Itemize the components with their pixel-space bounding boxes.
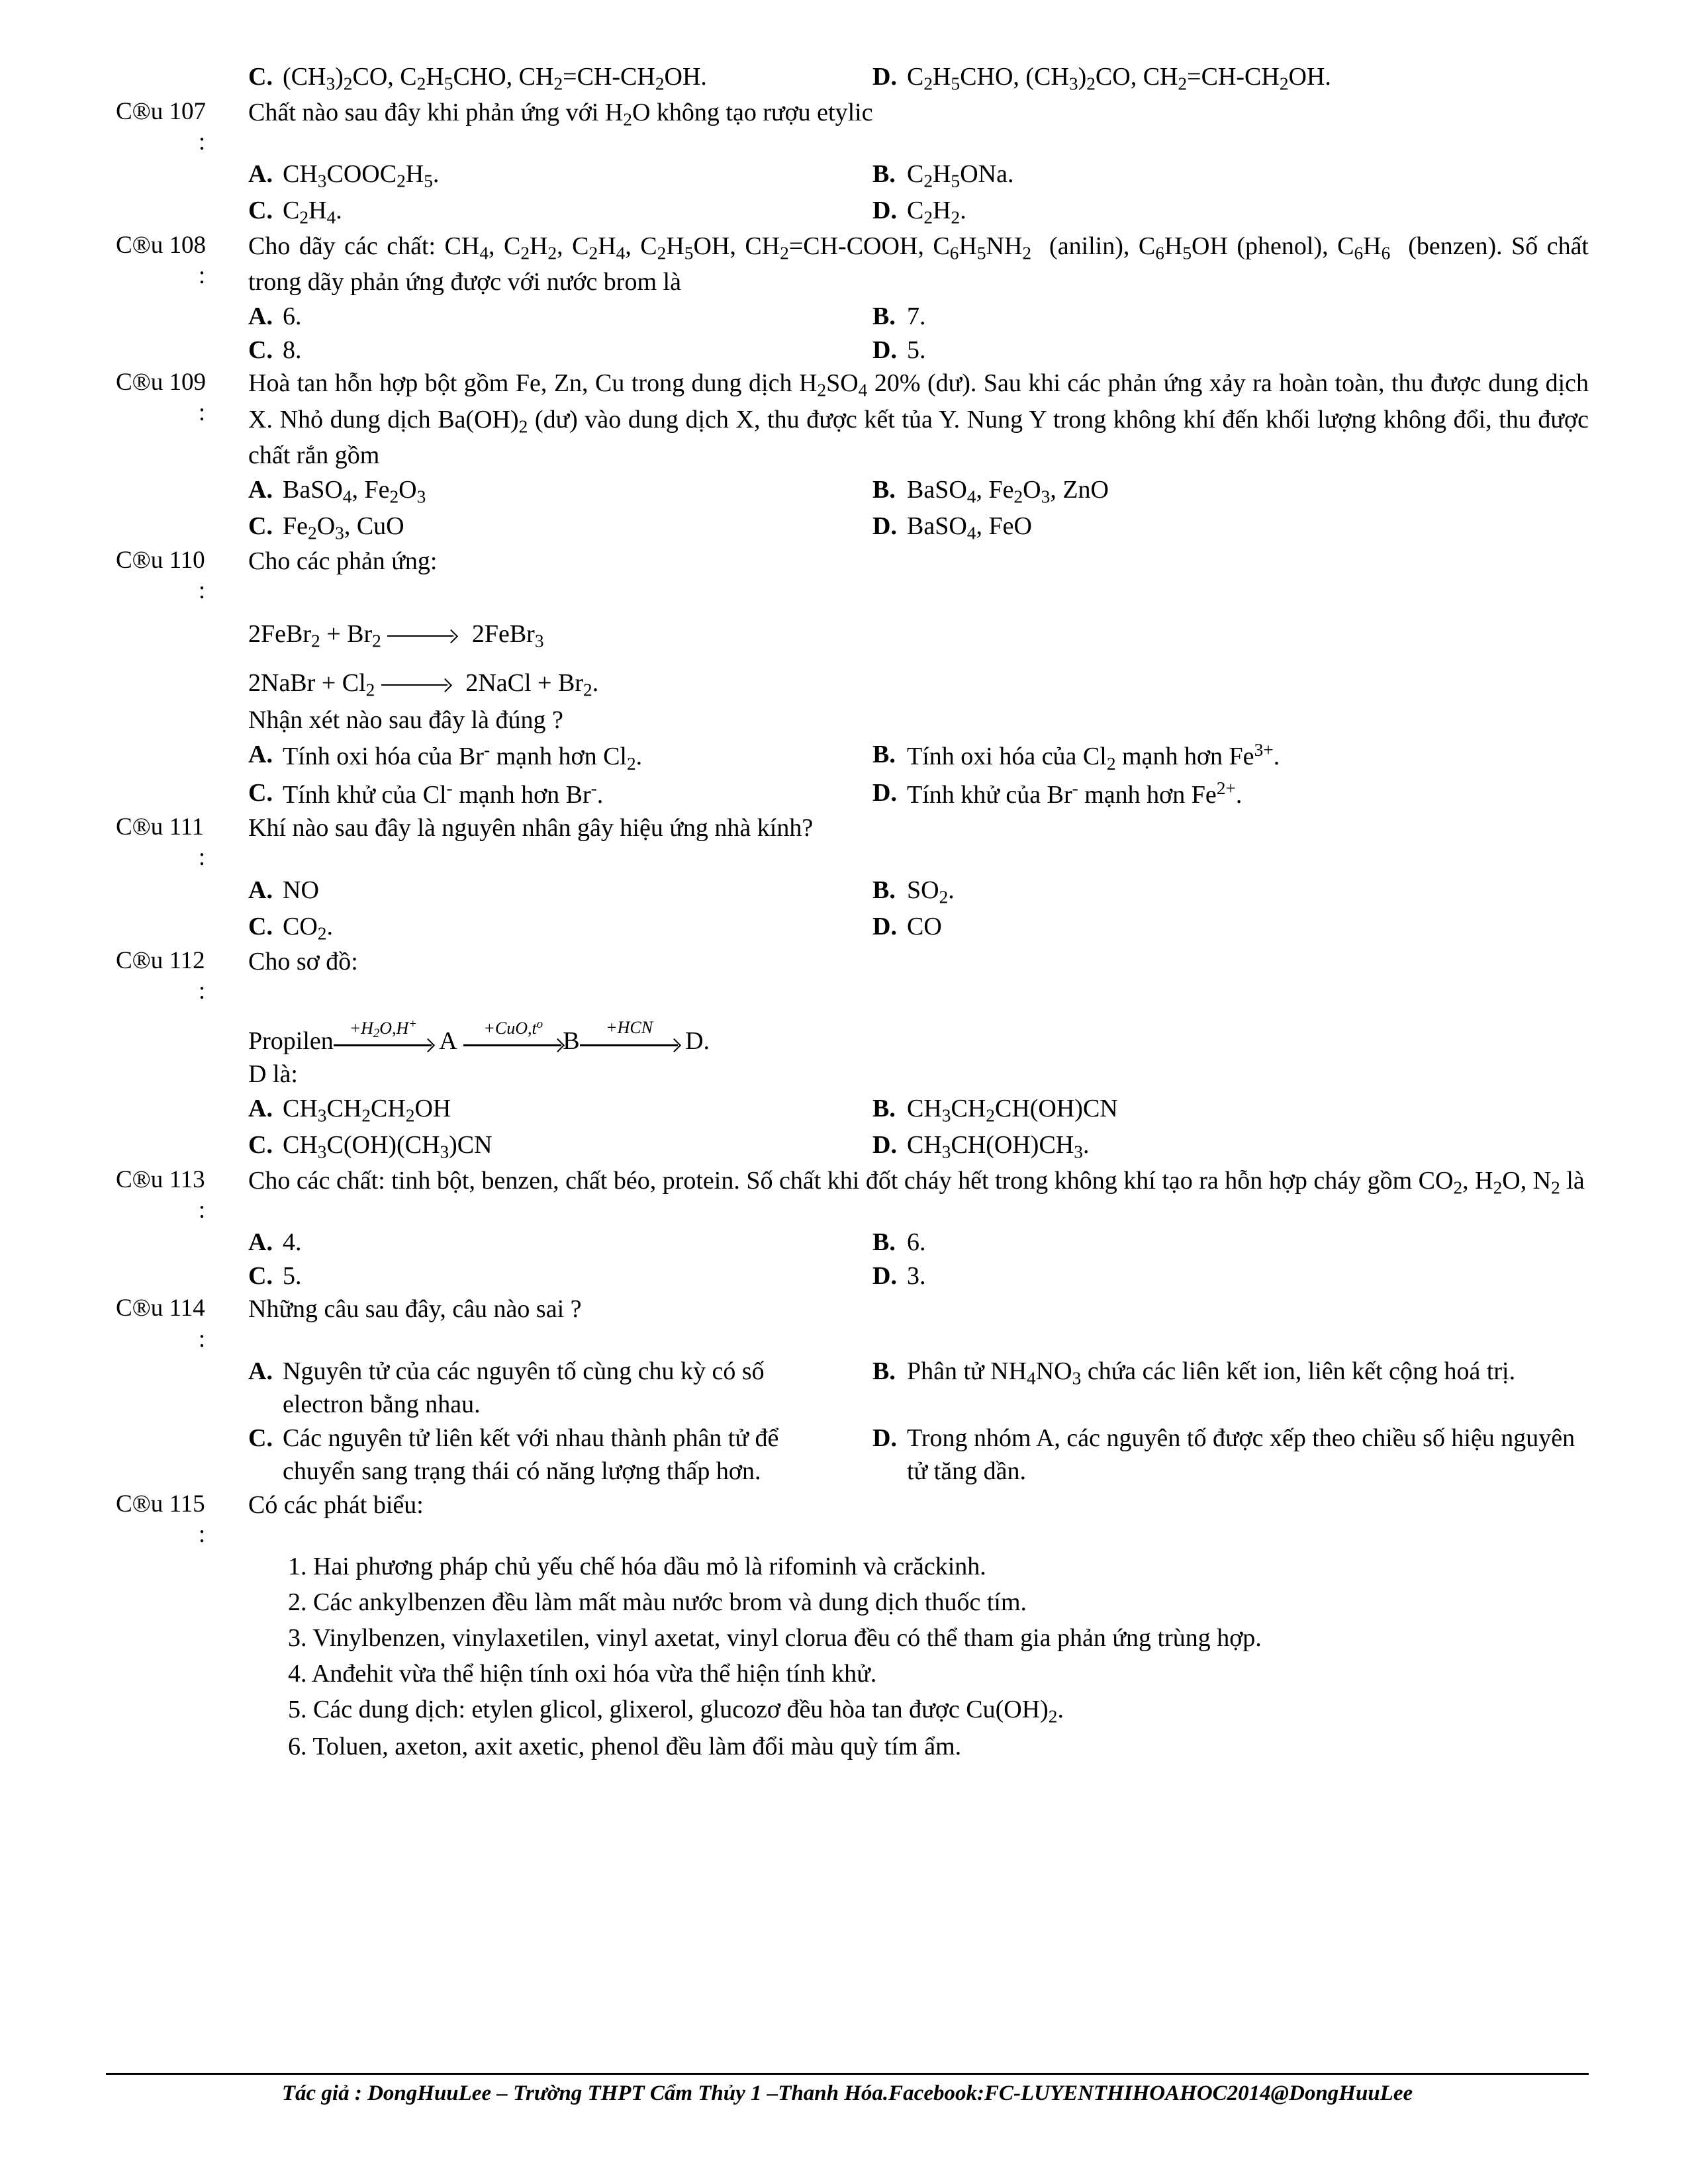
option-c[interactable] bbox=[106, 60, 847, 96]
option-letter: D. bbox=[872, 779, 897, 807]
option-c[interactable] bbox=[106, 334, 847, 367]
option-text: Nguyên tử của các nguyên tố cùng chu kỳ có số electron bằng nhau. bbox=[283, 1357, 765, 1419]
option-d[interactable] bbox=[847, 1259, 1589, 1293]
option-a[interactable] bbox=[106, 158, 847, 193]
option-text: 4. bbox=[283, 1228, 302, 1257]
option-text: $CH_3CH(OH)CH_3$. bbox=[907, 1130, 1090, 1162]
option-b[interactable] bbox=[847, 1355, 1589, 1421]
question-label: C®u 111 : bbox=[116, 813, 206, 872]
option-c[interactable] bbox=[106, 1128, 847, 1164]
options-112 bbox=[106, 1092, 1589, 1128]
question-stem: Những câu sau đây, câu nào sai ? bbox=[248, 1295, 582, 1324]
option-text: $CH_3CH_2CH_2OH$ bbox=[283, 1095, 451, 1126]
option-d[interactable] bbox=[847, 510, 1589, 545]
option-text: 3. bbox=[907, 1262, 926, 1291]
statement-3: 3. Vinylbenzen, vinylaxetilen, vinyl axetat, vinyl clorua đều có thể tham gia phản ứng trùng hợp. bbox=[288, 1623, 1262, 1652]
option-text: 6. bbox=[283, 302, 302, 330]
option-letter: D. bbox=[872, 1424, 897, 1453]
option-text: $C_2H_5ONa$. bbox=[907, 160, 1014, 191]
option-d[interactable] bbox=[847, 334, 1589, 367]
option-text: 6. bbox=[907, 1228, 926, 1257]
option-letter: D. bbox=[872, 336, 897, 365]
question-stem: Cho sơ đồ: bbox=[248, 948, 358, 976]
option-letter: C. bbox=[248, 1424, 273, 1453]
question-stem: Hoà tan hỗn hợp bột gồm Fe, Zn, Cu trong dung dịch $H_2SO_4$ 20% (dư). Sau khi các phản ứng xảy ra hoàn toàn, thu được dung dịch X. Nhỏ dung dịch $Ba(OH)_2$ (dư) vào dung dịch X, thu được kết tủa Y. Nung Y trong không khí đến khối lượng không đổi, thu được chất rắn gồm bbox=[248, 369, 1589, 469]
option-b[interactable] bbox=[847, 1226, 1589, 1259]
question-label: C®u 115 : bbox=[116, 1490, 206, 1548]
options-107b bbox=[106, 194, 1589, 230]
option-text: 7. bbox=[907, 302, 926, 330]
options-111b bbox=[106, 910, 1589, 946]
option-b[interactable] bbox=[847, 738, 1589, 776]
option-a[interactable] bbox=[106, 300, 847, 333]
option-c[interactable] bbox=[106, 510, 847, 545]
question-115 bbox=[106, 1488, 1589, 1549]
option-d[interactable] bbox=[847, 776, 1589, 811]
scheme-node-1: A bbox=[432, 1026, 464, 1055]
scheme-arrow-2-icon: $+CuO,t^o$ bbox=[463, 1030, 563, 1056]
option-letter: C. bbox=[248, 1130, 273, 1159]
reaction-arrow-icon bbox=[381, 680, 459, 690]
option-a[interactable] bbox=[106, 473, 847, 509]
options-113 bbox=[106, 1226, 1589, 1259]
option-c[interactable] bbox=[106, 1259, 847, 1293]
options-row bbox=[106, 60, 1589, 96]
option-letter: B. bbox=[872, 741, 896, 769]
option-c[interactable] bbox=[106, 910, 847, 946]
options-110b bbox=[106, 776, 1589, 811]
option-letter: C. bbox=[248, 197, 273, 225]
option-text: 8. bbox=[283, 336, 302, 365]
scheme-start: Propilen bbox=[248, 1026, 334, 1055]
statement-6: 6. Toluen, axeton, axit axetic, phenol đều làm đổi màu quỳ tím ẩm. bbox=[288, 1733, 962, 1761]
option-letter: B. bbox=[872, 302, 896, 330]
option-text: $C_2H_2$. bbox=[907, 197, 966, 228]
reaction-right: 2FeBr$_3$ bbox=[471, 619, 544, 651]
option-a[interactable] bbox=[106, 1355, 847, 1421]
option-letter: C. bbox=[248, 1262, 273, 1291]
option-text: 5. bbox=[907, 336, 926, 365]
option-letter: C. bbox=[248, 63, 273, 91]
page-footer bbox=[106, 2073, 1589, 2106]
option-text: Trong nhóm A, các nguyên tố được xếp theo chiều số hiệu nguyên tử tăng dần. bbox=[907, 1424, 1575, 1486]
option-letter: D. bbox=[872, 912, 897, 940]
option-letter: D. bbox=[872, 63, 897, 91]
option-text: BaSO$_4$, $Fe_2O_3$, ZnO bbox=[907, 475, 1109, 507]
question-stem: Khí nào sau đây là nguyên nhân gây hiệu ứng nhà kính? bbox=[248, 814, 814, 842]
option-letter: B. bbox=[872, 1228, 896, 1257]
question-label: C®u 114 : bbox=[116, 1295, 206, 1353]
options-114b bbox=[106, 1422, 1589, 1488]
option-text: $CH_3CH_2CH(OH)CN$ bbox=[907, 1095, 1118, 1126]
option-letter: A. bbox=[248, 475, 273, 504]
option-text: Tính khử của Cl- mạnh hơn Br-. bbox=[283, 778, 604, 809]
question-label: C®u 113 : bbox=[116, 1165, 206, 1224]
question-114 bbox=[106, 1293, 1589, 1353]
option-text: Các nguyên tử liên kết với nhau thành phân tử để chuyển sang trạng thái có năng lượng thấp hơn. bbox=[283, 1424, 779, 1486]
option-text: 5. bbox=[283, 1262, 302, 1291]
option-a[interactable] bbox=[106, 1226, 847, 1259]
option-text: BaSO$_4$, FeO bbox=[907, 512, 1032, 543]
question-107 bbox=[106, 96, 1589, 157]
option-letter: A. bbox=[248, 741, 273, 769]
options-108b bbox=[106, 334, 1589, 367]
option-text: NO bbox=[283, 876, 319, 904]
question-label: C®u 112 : bbox=[116, 947, 206, 1005]
option-letter: D. bbox=[872, 1130, 897, 1159]
question-113 bbox=[106, 1164, 1589, 1225]
question-label: C®u 110 : bbox=[116, 547, 206, 605]
footer-text: Tác giả : DongHuuLee – Trường THPT Cẩm Thủy 1 –Thanh Hóa.Facebook:FC-LUYENTHIHOAHOC2014@DongHuuLee bbox=[281, 2081, 1413, 2105]
options-113b bbox=[106, 1259, 1589, 1293]
question-stem: Chất nào sau đây khi phản ứng với $H_2O$ không tạo rượu etylic bbox=[248, 98, 873, 130]
option-text: Tính khử của Br- mạnh hơn $Fe^{2+}$. bbox=[907, 778, 1243, 809]
question-stem-2: D là: bbox=[248, 1060, 298, 1089]
option-letter: A. bbox=[248, 1228, 273, 1257]
option-a[interactable] bbox=[106, 1092, 847, 1128]
question-label: C®u 107 : bbox=[116, 97, 207, 156]
reaction-right: 2NaCl + $Br_2$. bbox=[465, 668, 599, 700]
option-letter: C. bbox=[248, 512, 273, 540]
option-text: $Fe_2O_3$, CuO bbox=[283, 512, 404, 543]
question-stem: Có các phát biểu: bbox=[248, 1490, 424, 1519]
option-letter: C. bbox=[248, 336, 273, 365]
options-109 bbox=[106, 473, 1589, 509]
options-109b bbox=[106, 510, 1589, 545]
option-text: Tính oxi hóa của $Cl_2$ mạnh hơn $Fe^{3+}$. bbox=[907, 740, 1280, 774]
option-a[interactable] bbox=[106, 874, 847, 909]
option-letter: A. bbox=[248, 1095, 273, 1123]
question-label: C®u 109 : bbox=[116, 369, 207, 427]
option-b[interactable] bbox=[847, 1092, 1589, 1128]
options-114 bbox=[106, 1355, 1589, 1421]
option-b[interactable] bbox=[847, 300, 1589, 333]
option-letter: B. bbox=[872, 160, 896, 189]
reaction-left: 2FeBr$_2$ + $Br_2$ bbox=[248, 619, 381, 651]
option-text: $CO_2$. bbox=[283, 912, 333, 944]
statement-5: 5. Các dung dịch: etylen glicol, glixerol, glucozơ đều hòa tan được $Cu(OH)_2$. bbox=[288, 1695, 1064, 1727]
option-d[interactable] bbox=[847, 1422, 1589, 1488]
option-text: CO bbox=[907, 912, 942, 940]
reaction-left: 2NaBr + $Cl_2$ bbox=[248, 668, 375, 700]
options-107 bbox=[106, 158, 1589, 193]
option-text: $C_2H_5CHO$, $(CH_3)_2CO$, $CH_2=CH-CH_2OH$. bbox=[907, 63, 1331, 94]
option-d[interactable] bbox=[847, 194, 1589, 230]
options-108 bbox=[106, 300, 1589, 333]
question-label: C®u 108 : bbox=[116, 231, 207, 289]
option-a[interactable] bbox=[106, 738, 847, 776]
reaction-1 bbox=[106, 615, 1589, 655]
option-c[interactable] bbox=[106, 776, 847, 811]
reaction-scheme bbox=[106, 1017, 1589, 1058]
statement-1: 1. Hai phương pháp chủ yếu chế hóa dầu mỏ là rifominh và crăckinh. bbox=[288, 1553, 986, 1581]
option-text: $SO_2$. bbox=[907, 876, 955, 907]
question-stem: Cho các phản ứng: bbox=[248, 547, 438, 576]
option-letter: D. bbox=[872, 512, 897, 540]
statement-4: 4. Anđehit vừa thể hiện tính oxi hóa vừa thể hiện tính khử. bbox=[288, 1659, 877, 1688]
option-letter: D. bbox=[872, 197, 897, 225]
option-text: $(CH_3)_2CO$, $C_2H_5CHO$, $CH_2=CH-CH_2OH$. bbox=[283, 63, 707, 94]
option-letter: B. bbox=[872, 1357, 896, 1385]
reaction-2 bbox=[106, 664, 1589, 704]
option-letter: A. bbox=[248, 876, 273, 904]
options-110 bbox=[106, 738, 1589, 776]
option-text: Tính oxi hóa của Br- mạnh hơn $Cl_2$. bbox=[283, 740, 643, 774]
option-d[interactable] bbox=[847, 60, 1589, 96]
option-letter: C. bbox=[248, 779, 273, 807]
option-text: $CH_3COOC_2H_5$. bbox=[283, 160, 440, 191]
option-letter: B. bbox=[872, 876, 896, 904]
option-d[interactable] bbox=[847, 910, 1589, 946]
reaction-arrow-icon bbox=[387, 631, 465, 641]
option-b[interactable] bbox=[847, 874, 1589, 909]
option-text: BaSO$_4$, $Fe_2O_3$ bbox=[283, 475, 426, 507]
options-111 bbox=[106, 874, 1589, 909]
option-text: Phân tử $NH_4NO_3$ chứa các liên kết ion, liên kết cộng hoá trị. bbox=[907, 1357, 1516, 1388]
option-letter: A. bbox=[248, 160, 273, 189]
options-112b bbox=[106, 1128, 1589, 1164]
question-stem: Cho các chất: tinh bột, benzen, chất béo, protein. Số chất khi đốt cháy hết trong không khí tạo ra hỗn hợp cháy gồm $CO_2$, $H_2O$, $N_2$ là bbox=[248, 1166, 1585, 1198]
option-letter: A. bbox=[248, 1357, 273, 1385]
question-109 bbox=[106, 367, 1589, 473]
scheme-node-2: B bbox=[563, 1026, 580, 1055]
option-letter: D. bbox=[872, 1262, 897, 1291]
question-110 bbox=[106, 545, 1589, 606]
option-c[interactable] bbox=[106, 194, 847, 230]
question-112 bbox=[106, 945, 1589, 1006]
scheme-arrow-3-icon: +HCN bbox=[580, 1030, 679, 1056]
option-b[interactable] bbox=[847, 473, 1589, 509]
option-d[interactable] bbox=[847, 1128, 1589, 1164]
option-c[interactable] bbox=[106, 1422, 847, 1488]
question-111 bbox=[106, 811, 1589, 872]
option-text: $C_2H_4$. bbox=[283, 197, 342, 228]
option-text: $CH_3C(OH)(CH_3)CN$ bbox=[283, 1130, 492, 1162]
option-letter: A. bbox=[248, 302, 273, 330]
question-108 bbox=[106, 230, 1589, 299]
option-letter: B. bbox=[872, 1095, 896, 1123]
option-letter: B. bbox=[872, 475, 896, 504]
question-stem: Cho dãy các chất: $CH_4$, $C_2H_2$, $C_2H_4$, $C_2H_5OH$, $CH_2=CH$-COOH, $C_6H_5NH_2$ (anilin), $C_6H_5OH$ (phenol), $C_6H_6$ (benzen). Số chất trong dãy phản ứng được với nước brom là bbox=[248, 232, 1589, 296]
question-stem-2: Nhận xét nào sau đây là đúng ? bbox=[248, 706, 563, 735]
scheme-node-3: D. bbox=[679, 1026, 710, 1055]
statement-2: 2. Các ankylbenzen đều làm mất màu nước brom và dung dịch thuốc tím. bbox=[288, 1588, 1027, 1616]
option-b[interactable] bbox=[847, 158, 1589, 193]
option-letter: C. bbox=[248, 912, 273, 940]
scheme-arrow-1-icon: $+H_2O,H^+$ bbox=[334, 1030, 433, 1056]
